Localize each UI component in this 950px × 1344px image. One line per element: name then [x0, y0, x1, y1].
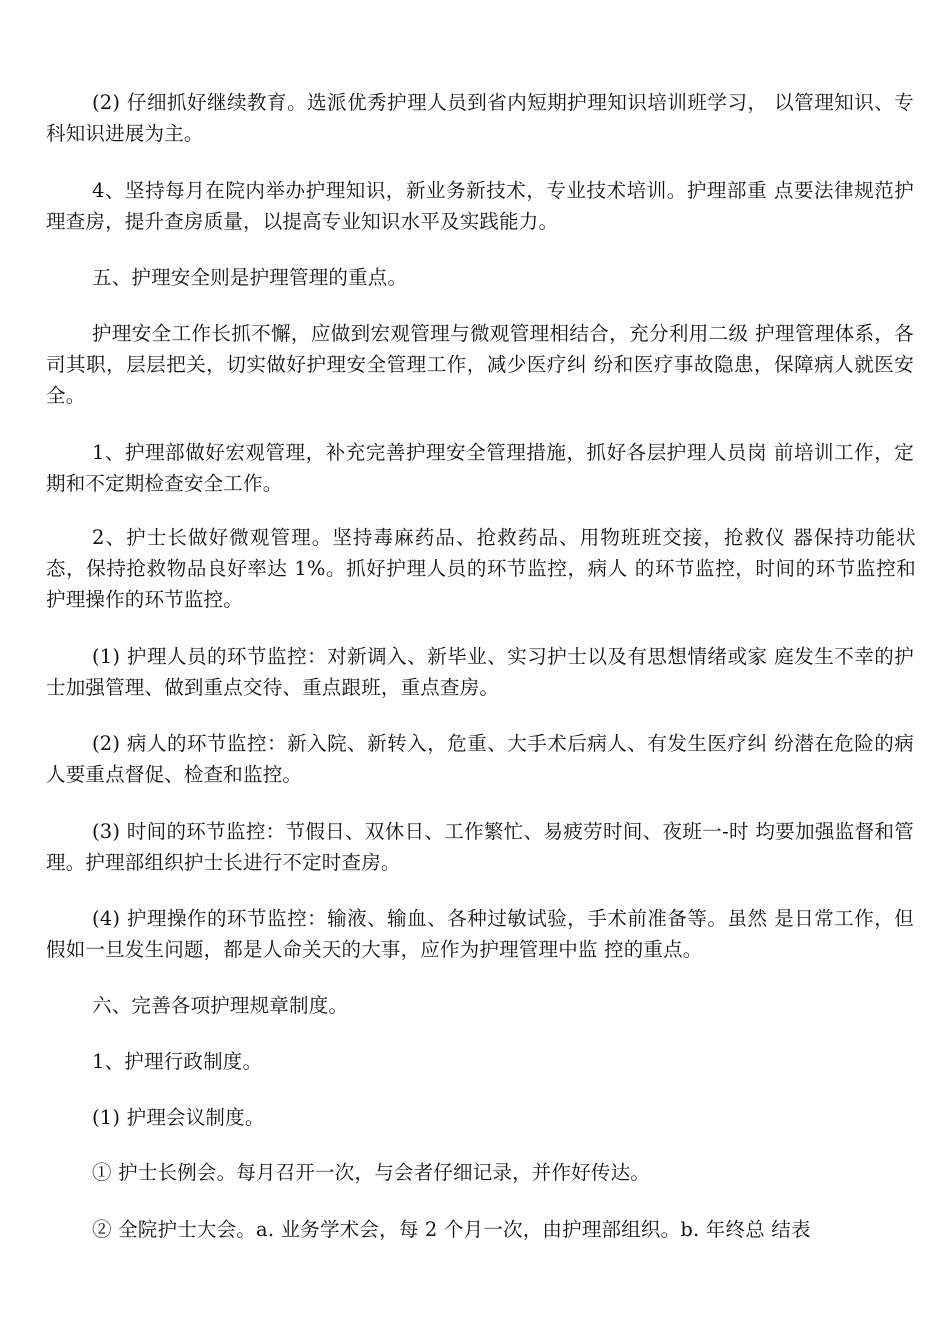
paragraph-monthly-training: 4、坚持每月在院内举办护理知识，新业务新技术，专业技术培训。护理部重 点要法律规范护理查房，提升查房质量，以提高专业知识水平及实践能力。: [46, 179, 914, 233]
heading-meeting-rules: (1) 护理会议制度。: [92, 1106, 265, 1129]
list-item-all-nurse-meeting: ② 全院护士大会。a. 业务学术会，每 2 个月一次，由护理部组织。b. 年终总 结表: [92, 1218, 811, 1241]
paragraph-staff-monitoring: (1) 护理人员的环节监控：对新调入、新毕业、实习护士以及有思想情绪或家 庭发生不幸的护士加强管理、做到重点交待、重点跟班，重点查房。: [46, 645, 914, 699]
paragraph-patient-monitoring: (2) 病人的环节监控：新入院、新转入，危重、大手术后病人、有发生医疗纠 纷潜在危险的病人要重点督促、检查和监控。: [46, 732, 914, 786]
heading-section-five: 五、护理安全则是护理管理的重点。: [92, 266, 408, 289]
heading-admin-rules: 1、护理行政制度。: [92, 1050, 263, 1073]
paragraph-time-monitoring: (3) 时间的环节监控：节假日、双休日、工作繁忙、易疲劳时间、夜班一-时 均要加强监督和管理。护理部组织护士长进行不定时查房。: [46, 820, 914, 874]
heading-section-six: 六、完善各项护理规章制度。: [92, 994, 349, 1017]
paragraph-safety-work: 护理安全工作长抓不懈，应做到宏观管理与微观管理相结合，充分利用二级 护理管理体系，各司其职，层层把关，切实做好护理安全管理工作，减少医疗纠 纷和医疗事故隐患，保障病人就医安全。: [46, 322, 914, 407]
paragraph-operation-monitoring: (4) 护理操作的环节监控：输液、输血、各种过敏试验，手术前准备等。虽然 是日常工作，但假如一旦发生问题，都是人命关天的大事，应作为护理管理中监 控的重点。: [46, 907, 914, 961]
list-item-head-nurse-meeting: ① 护士长例会。每月召开一次，与会者仔细记录，并作好传达。: [92, 1161, 650, 1184]
paragraph-micro-management: 2、护士长做好微观管理。坚持毒麻药品、抢救药品、用物班班交接，抢救仪 器保持功能状态，保持抢救物品良好率达 1%。抓好护理人员的环节监控，病人 的环节监控，时间的环节监控和护理操作的环节监控。: [46, 526, 916, 611]
paragraph-continuing-education: (2) 仔细抓好继续教育。选派优秀护理人员到省内短期护理知识培训班学习， 以管理知识、专科知识进展为主。: [46, 91, 914, 145]
paragraph-macro-management: 1、护理部做好宏观管理，补充完善护理安全管理措施，抓好各层护理人员岗 前培训工作，定期和不定期检查安全工作。: [46, 441, 914, 495]
